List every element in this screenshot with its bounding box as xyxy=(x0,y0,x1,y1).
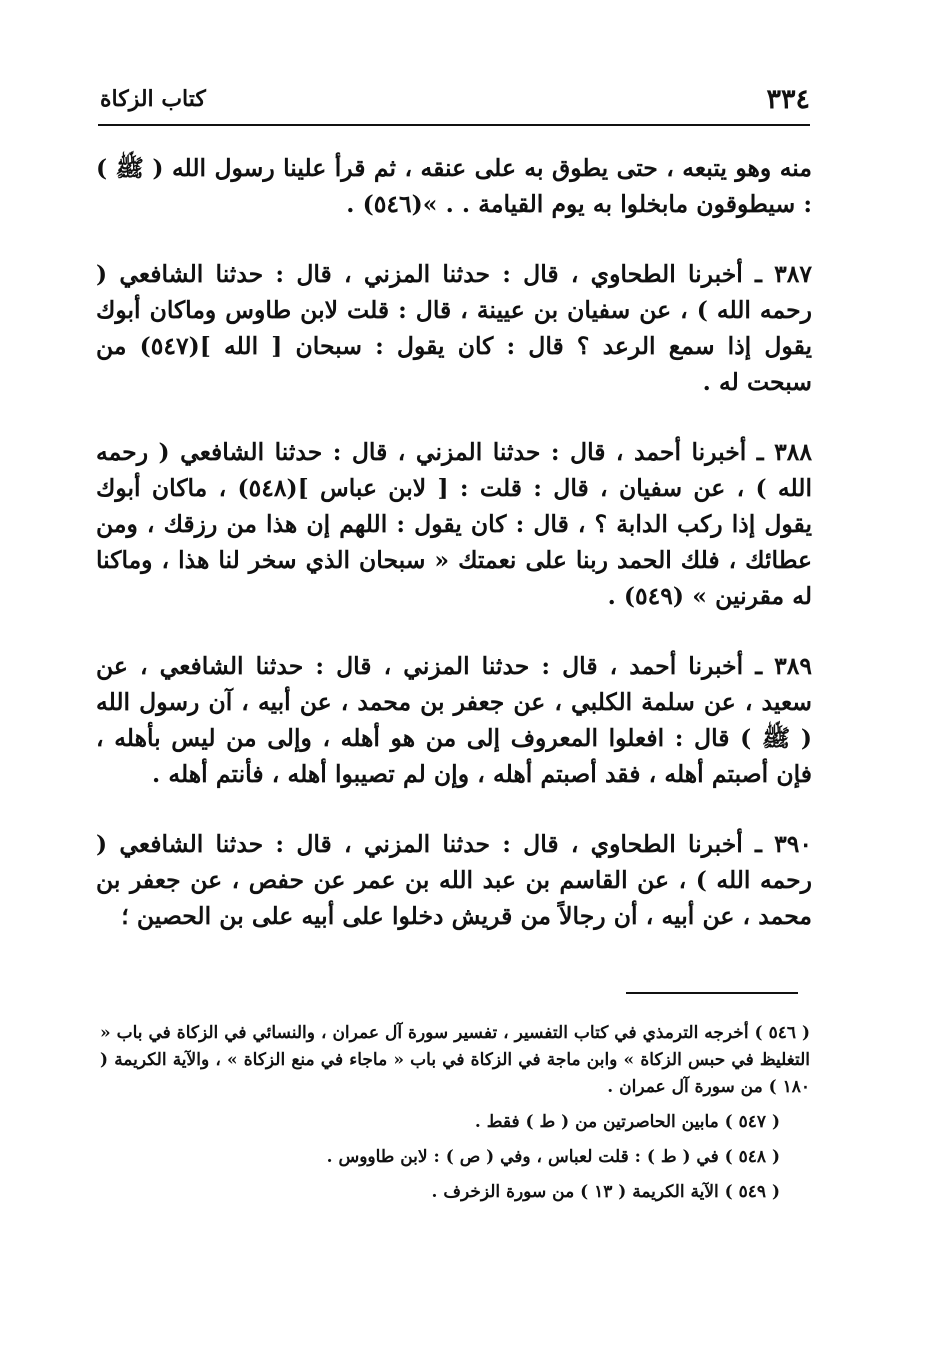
footnote-divider xyxy=(626,992,798,994)
running-head xyxy=(100,78,810,118)
hadith-390 xyxy=(96,826,812,934)
hadith-number: ٣٨٧ ـ xyxy=(755,260,812,288)
footnote-546: ( ٥٤٦ ) أخرجه الترمذي في كتاب التفسير ، تفسير سورة آل عمران ، والنسائي في الزكاة في باب « التغليظ في حبس الزكاة » وابن ماجة في الزكاة في باب « ماجاء في منع الزكاة » ، والآية الكريمة ( ١٨٠ ) من سورة آل عمران . xyxy=(100,1023,810,1097)
footnote-549: ( ٥٤٩ ) الآية الكريمة ( ١٣ ) من سورة الزخرف . xyxy=(431,1182,780,1202)
hadith-389 xyxy=(96,648,812,792)
paragraph-continuation xyxy=(96,150,812,222)
paragraph-text: أخبرنا الطحاوي ، قال : حدثنا المزني ، قال : حدثنا الشافعي ( رحمه الله ) ، عن القاسم بن عبد الله بن عمر عن حفص ، عن جعفر بن محمد ، عن أبيه ، أن رجالاً من قريش دخلوا على أبيه على بن الحصين ؛ xyxy=(96,830,812,930)
paragraph-text: منه وهو يتبعه ، حتى يطوق به على عنقه ، ثم قرأ علينا رسول الله ( ﷺ ) : سيطوقون مابخلوا به يوم القيامة . . »(٥٤٦) . xyxy=(96,154,812,218)
hadith-number: ٣٩٠ ـ xyxy=(755,830,812,858)
hadith-387 xyxy=(96,256,812,400)
footnotes xyxy=(100,1020,810,1214)
paragraph-text: أخبرنا أحمد ، قال : حدثنا المزني ، قال : حدثنا الشافعي ( رحمه الله ) ، عن سفيان ، قال : قلت : [ لابن عباس ](٥٤٨) ، ماكان أبوك يقول إذا ركب الدابة ؟ ، قال : كان يقول : اللهم إن هذا من رزقك ، ومن عطائك ، فلك الحمد ربنا على نعمتك « سبحان الذي سخر لنا هذا ، وماكنا له مقرنين » (٥٤٩) . xyxy=(96,438,812,610)
paragraph-text: أخبرنا أحمد ، قال : حدثنا المزني ، قال : حدثنا الشافعي ، عن سعيد ، عن سلمة الكلبي ، عن جعفر بن محمد ، عن أبيه ، آن رسول الله ( ﷺ ) قال : افعلوا المعروف إلى من هو أهله ، وإلى من ليس بأهله ، فإن أصبتم أهله ، فقد أصبتم أهله ، وإن لم تصيبوا أهله ، فأنتم أهله . xyxy=(96,652,812,788)
hadith-number: ٣٨٩ ـ xyxy=(755,652,813,680)
page-number: ٣٣٤ xyxy=(766,84,810,115)
header-divider xyxy=(98,124,810,126)
hadith-number: ٣٨٨ ـ xyxy=(756,438,812,466)
footnote-547: ( ٥٤٧ ) مابين الحاصرتين من ( ط ) فقط . xyxy=(474,1112,780,1132)
paragraph-text: أخبرنا الطحاوي ، قال : حدثنا المزني ، قال : حدثنا الشافعي ( رحمه الله ) ، عن سفيان بن عيينة ، قال : قلت لابن طاوس وماكان أبوك يقول إذا سمع الرعد ؟ قال : كان يقول : سبحان [ الله ](٥٤٧) من سبحت له . xyxy=(96,260,813,396)
hadith-388 xyxy=(96,434,812,614)
chapter-title: كتاب الزكاة xyxy=(100,86,206,112)
main-text xyxy=(96,150,812,968)
footnote-548: ( ٥٤٨ ) في ( ط ) : قلت لعباس ، وفي ( ص ) : لابن طاووس . xyxy=(326,1147,780,1167)
